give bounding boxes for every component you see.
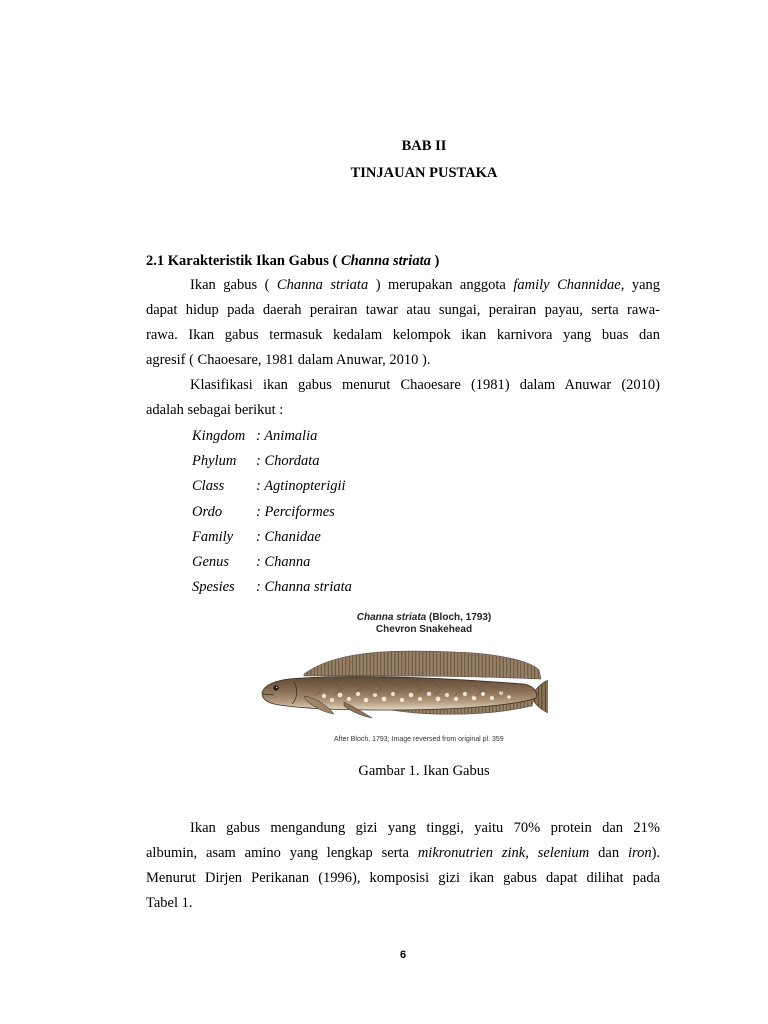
- section-heading-text: 2.1 Karakteristik Ikan Gabus (: [146, 253, 338, 269]
- taxonomy-rank: Class: [192, 478, 225, 495]
- chapter-title: TINJAUAN PUSTAKA: [350, 165, 498, 181]
- snakehead-fish-illustration: [254, 622, 548, 742]
- figure-caption: Gambar 1. Ikan Gabus: [358, 763, 490, 779]
- taxonomy-value: : Channa: [256, 553, 311, 570]
- taxonomy-row: [192, 550, 352, 575]
- paragraph-line: agresif ( Chaoesare, 1981 dalam Anuwar, 2010 ).: [146, 352, 431, 368]
- section-heading-species: Channa striata: [340, 253, 431, 269]
- taxonomy-rank: Spesies: [192, 579, 235, 596]
- paragraph-intro: [146, 273, 660, 373]
- taxonomy-row: [192, 474, 352, 499]
- taxonomy-value: : Agtinopterigii: [256, 478, 346, 495]
- taxonomy-row: [192, 500, 352, 525]
- paragraph-line: Klasifikasi ikan gabus menurut Chaoesare (1981) dalam Anuwar (2010): [190, 377, 660, 393]
- taxonomy-rank: Genus: [192, 553, 230, 570]
- taxonomy-value: : Chanidae: [256, 528, 321, 545]
- taxonomy-row: [192, 449, 352, 474]
- taxonomy-rank: Family: [192, 528, 234, 545]
- paragraph-line: rawa. Ikan gabus termasuk kedalam kelompok ikan karnivora yang buas dan: [146, 327, 660, 343]
- paragraph-line: adalah sebagai berikut :: [146, 402, 284, 418]
- paragraph-classification: [146, 373, 660, 423]
- paragraph-line: Ikan gabus ( Channa striata ) merupakan anggota family Channidae, yang: [190, 277, 661, 293]
- taxonomy-rank: Kingdom: [192, 428, 246, 444]
- section-heading-close: ): [434, 253, 440, 269]
- section-heading: [146, 253, 439, 270]
- paragraph-line: Tabel 1.: [146, 895, 193, 911]
- figure-species: Channa striata: [356, 612, 427, 623]
- taxonomy-rank: Phylum: [192, 453, 237, 470]
- taxonomy-rank: Ordo: [192, 503, 223, 520]
- page-number: 6: [399, 949, 407, 961]
- figure-credit: After Bloch, 1793; Image reversed from original pl. 359: [334, 736, 504, 743]
- taxonomy-row: [192, 424, 352, 449]
- figure-common-name: Chevron Snakehead: [375, 624, 473, 635]
- paragraph-line: albumin, asam amino yang lengkap serta mikronutrien zink, selenium dan iron).: [146, 845, 661, 861]
- paragraph-line: Menurut Dirjen Perikanan (1996), komposisi gizi ikan gabus dapat dilihat pada: [146, 870, 660, 886]
- chapter-number: BAB II: [401, 138, 447, 154]
- paragraph-line: Ikan gabus mengandung gizi yang tinggi, yaitu 70% protein dan 21%: [190, 820, 660, 836]
- taxonomy-value: : Animalia: [256, 428, 318, 444]
- taxonomy-row: [192, 575, 352, 600]
- fish-figure: [254, 606, 548, 752]
- taxonomy-row: [192, 525, 352, 550]
- taxonomy-value: : Channa striata: [256, 579, 352, 596]
- taxonomy-value: : Perciformes: [256, 503, 335, 520]
- paragraph-nutrition: [146, 816, 660, 916]
- taxonomy-list: [192, 424, 352, 600]
- taxonomy-value: : Chordata: [256, 453, 320, 470]
- paragraph-line: dapat hidup pada daerah perairan tawar atau sungai, perairan payau, serta rawa-: [146, 302, 660, 318]
- figure-author: (Bloch, 1793): [429, 612, 492, 623]
